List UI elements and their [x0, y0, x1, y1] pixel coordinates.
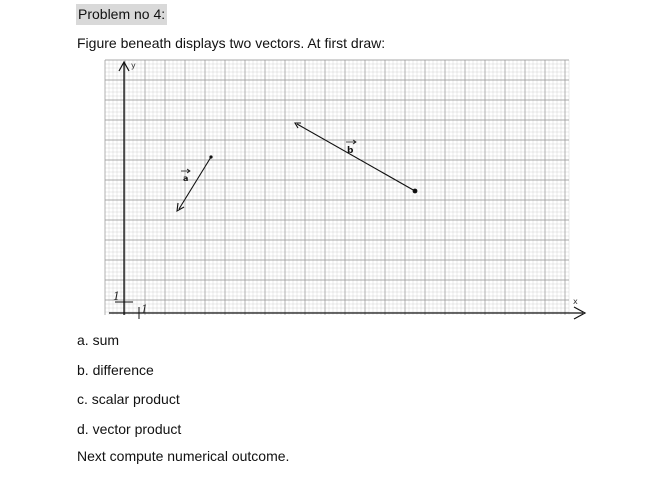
task-sum: a. sum [77, 332, 120, 348]
problem-outro: Next compute numerical outcome. [77, 448, 290, 464]
y-axis-label: y [131, 61, 136, 70]
vector-b-tail [413, 189, 418, 194]
x-axis-label: x [573, 297, 578, 306]
task-scalar-product: c. scalar product [77, 391, 180, 407]
vector-figure [97, 57, 591, 321]
unit-label-x: 1 [141, 303, 148, 316]
graph-paper [97, 57, 591, 321]
problem-heading: Problem no 4: [76, 4, 167, 25]
vector-a [179, 157, 211, 209]
vector-b-label: b [347, 146, 354, 156]
vector-a-label: a [183, 174, 189, 183]
vector-a-tail [209, 155, 212, 158]
task-difference: b. difference [77, 361, 154, 378]
vector-a-label-arrow [181, 169, 190, 173]
unit-label-y: 1 [113, 290, 120, 303]
problem-intro: Figure beneath displays two vectors. At first draw: [77, 35, 386, 51]
task-list [77, 331, 181, 449]
vector-b [297, 124, 415, 191]
vector-b-label-arrow [346, 140, 356, 144]
task-vector-product: d. vector product [77, 420, 182, 437]
